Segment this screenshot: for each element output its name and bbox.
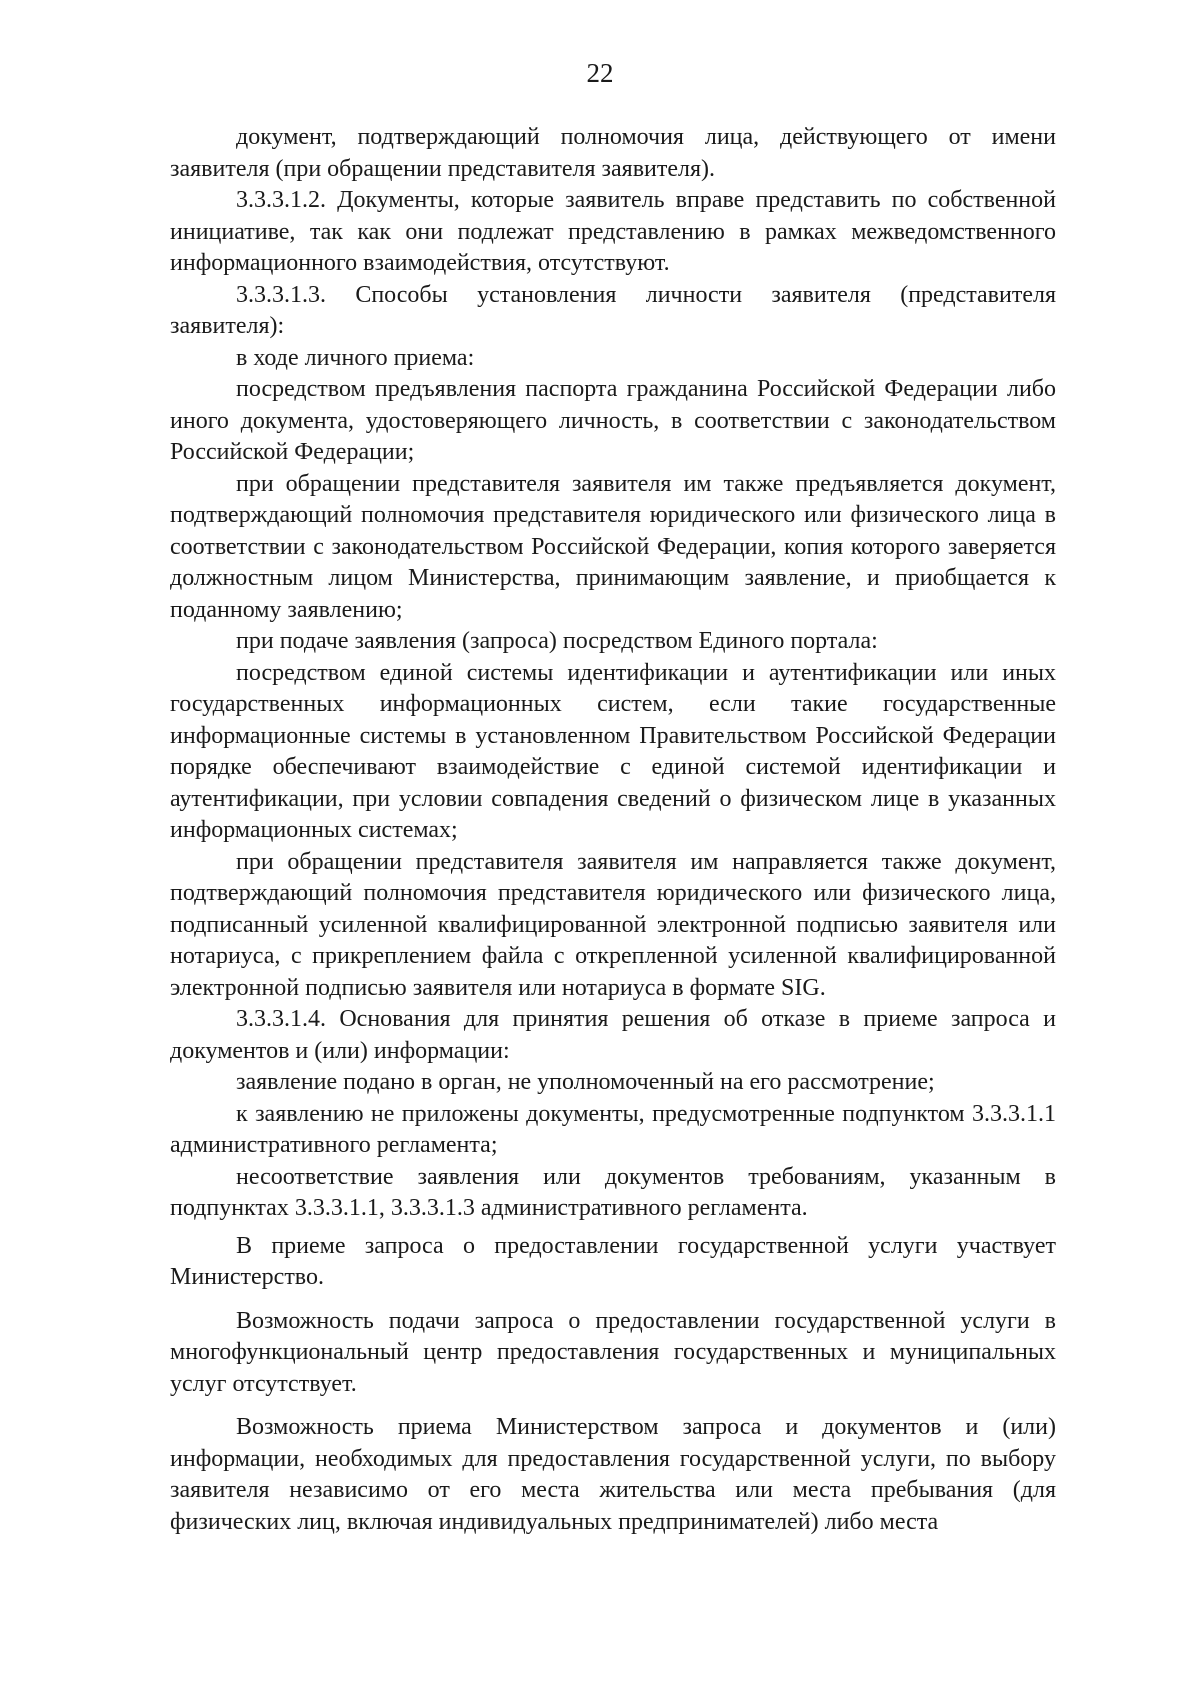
- paragraph-authority-document: документ, подтверждающий полномочия лица, действующего от имени заявителя (при обращении представителя заявителя).: [170, 124, 1056, 182]
- paragraph-noncompliance: несоответствие заявления или документов требованиям, указанным в подпунктах 3.3.3.1.1, 3.3.3.1.3 административного регламента.: [170, 1163, 1056, 1221]
- page-number: 22: [586, 58, 614, 88]
- paragraph-missing-documents: к заявлению не приложены документы, предусмотренные подпунктом 3.3.3.1.1 административного регламента;: [170, 1100, 1056, 1158]
- document-body: [170, 122, 1056, 1538]
- paragraph-esia: посредством единой системы идентификации и аутентификации или иных государственных информационных систем, если такие государственные информационные системы в установленном Правительством Российской Федерации порядке обеспечивают взаимодействие с единой системой идентификации и аутентификации, при условии совпадения сведений о физическом лице в указанных информационных системах;: [170, 659, 1056, 843]
- paragraph-passport: посредством предъявления паспорта гражданина Российской Федерации либо иного документа, удостоверяющего личность, в соответствии с законодательством Российской Федерации;: [170, 376, 1056, 465]
- paragraph-personal-reception: в ходе личного приема:: [236, 344, 475, 371]
- paragraph-extraterritorial: Возможность приема Министерством запроса и документов и (или) информации, необходимых для предоставления государственной услуги, по выбору заявителя независимо от его места жительства или места пребывания (для физических лиц, включая индивидуальных предпринимателей) либо места: [170, 1414, 1056, 1535]
- paragraph-unified-portal: при подаче заявления (запроса) посредством Единого портала:: [236, 628, 878, 654]
- paragraph-representative-signature: при обращении представителя заявителя им направляется также документ, подтверждающий полномочия представителя юридического или физического лица, подписанный усиленной квалифицированной электронной подписью заявителя или нотариуса, с прикреплением файла с открепленной усиленной квалифицированной электронной подписью заявителя или нотариуса в формате SIG.: [170, 848, 1056, 1001]
- paragraph-3-3-3-1-2: 3.3.3.1.2. Документы, которые заявитель вправе представить по собственной инициативе, так как они подлежат представлению в рамках межведомственного информационного взаимодействия, отсутствуют.: [170, 187, 1056, 276]
- paragraph-3-3-3-1-3: 3.3.3.1.3. Способы установления личности заявителя (представителя заявителя):: [170, 281, 1056, 339]
- paragraph-wrong-authority: заявление подано в орган, не уполномоченный на его рассмотрение;: [236, 1069, 935, 1095]
- paragraph-ministry-participates: В приеме запроса о предоставлении государственной услуги участвует Министерство.: [170, 1232, 1056, 1290]
- paragraph-representative-document: при обращении представителя заявителя им также предъявляется документ, подтверждающий полномочия представителя юридического или физического лица в соответствии с законодательством Российской Федерации, копия которого заверяется должностным лицом Министерства, принимающим заявление, и приобщается к поданному заявлению;: [170, 470, 1056, 623]
- paragraph-mfc-unavailable: Возможность подачи запроса о предоставлении государственной услуги в многофункциональный центр предоставления государственных и муниципальных услуг отсутствует.: [170, 1307, 1056, 1397]
- paragraph-3-3-3-1-4: 3.3.3.1.4. Основания для принятия решения об отказе в приеме запроса и документов и (или) информации:: [170, 1006, 1056, 1064]
